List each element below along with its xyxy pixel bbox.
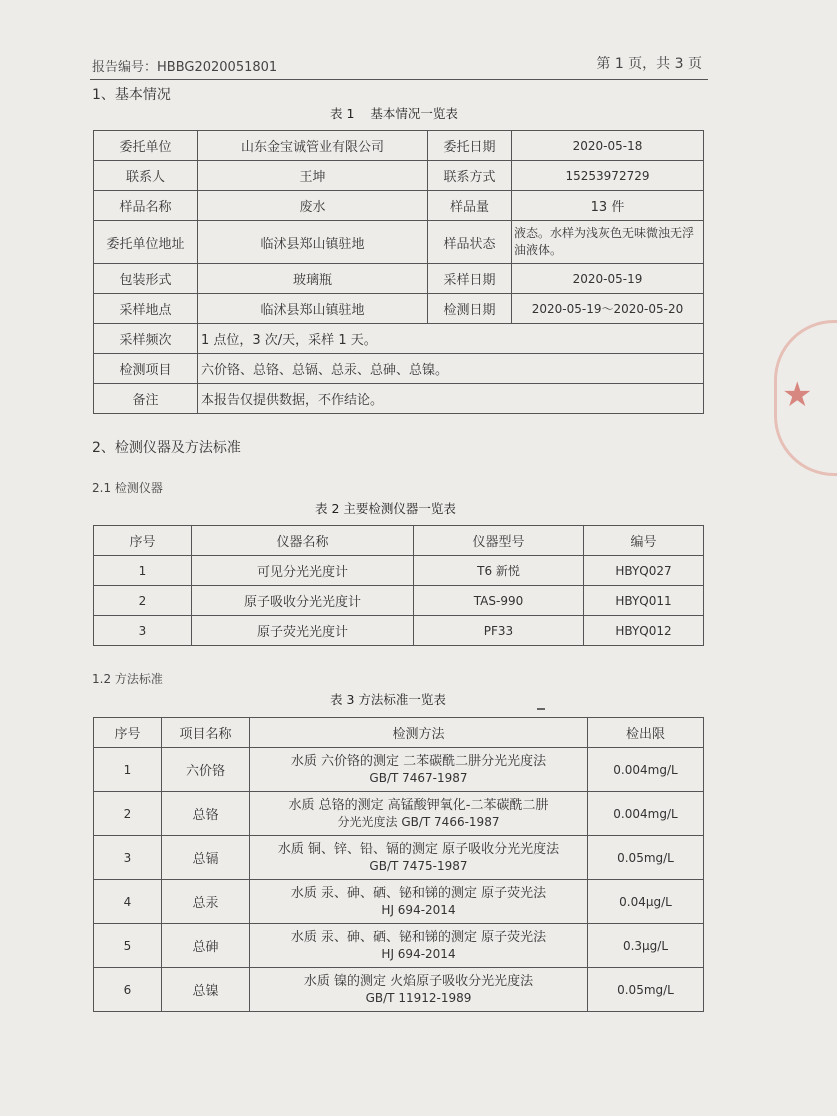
cell-item: 六价铬 [162, 748, 250, 792]
cell-code: HBYQ012 [584, 616, 704, 646]
value-cell: 本报告仅提供数据，不作结论。 [198, 384, 704, 414]
label-cell: 联系方式 [428, 161, 512, 191]
value-cell: 2020-05-18 [512, 131, 704, 161]
table-row [94, 221, 704, 264]
cell-no: 2 [94, 586, 192, 616]
cell-method [250, 748, 588, 792]
label-cell: 包装形式 [94, 264, 198, 294]
cell-no: 2 [94, 792, 162, 836]
table-row [94, 968, 704, 1012]
value-cell: 王坤 [198, 161, 428, 191]
table-header-row [94, 718, 704, 748]
label-cell: 采样地点 [94, 294, 198, 324]
table-row [94, 131, 704, 161]
method-line: 水质 铜、锌、铅、镉的测定 原子吸收分光光度法 [277, 841, 560, 857]
section-1-title: 1、基本情况 [92, 87, 171, 103]
method-standard: 分光光度法 GB/T 7466-1987 [337, 814, 500, 829]
basic-info-table [93, 130, 704, 414]
table-row [94, 792, 704, 836]
cell-item: 总砷 [162, 924, 250, 968]
value-cell: 临沭县郑山镇驻地 [198, 294, 428, 324]
table-1-caption [330, 104, 458, 122]
table-row [94, 294, 704, 324]
method-line: 水质 总铬的测定 高锰酸钾氧化-二苯碳酰二肼 [288, 797, 549, 813]
table-row [94, 191, 704, 221]
cell-code: HBYQ027 [584, 556, 704, 586]
method-line: 水质 汞、砷、硒、铋和锑的测定 原子荧光法 [290, 929, 547, 945]
table-row [94, 586, 704, 616]
column-header: 检测方法 [250, 718, 588, 748]
method-standard: GB/T 7475-1987 [369, 858, 468, 873]
value-cell: 15253972729 [512, 161, 704, 191]
cell-model: PF33 [414, 616, 584, 646]
cell-no: 1 [94, 556, 192, 586]
column-header: 仪器名称 [192, 526, 414, 556]
method-standard: HJ 694-2014 [381, 902, 456, 917]
cell-item: 总镉 [162, 836, 250, 880]
cell-method [250, 880, 588, 924]
table-row [94, 264, 704, 294]
cell-name: 原子吸收分光光度计 [192, 586, 414, 616]
cell-no: 5 [94, 924, 162, 968]
table-1-caption-title: 基本情况一览表 [370, 106, 458, 121]
value-cell: 2020-05-19 [512, 264, 704, 294]
table-row [94, 836, 704, 880]
value-cell: 废水 [198, 191, 428, 221]
table-row [94, 161, 704, 191]
method-standard: GB/T 11912-1989 [365, 990, 472, 1005]
value-cell: 2020-05-19～2020-05-20 [512, 294, 704, 324]
cell-limit: 0.04μg/L [588, 880, 704, 924]
value-cell: 1 点位，3 次/天，采样 1 天。 [198, 324, 704, 354]
cell-item: 总汞 [162, 880, 250, 924]
cell-limit: 0.3μg/L [588, 924, 704, 968]
method-line: 水质 汞、砷、硒、铋和锑的测定 原子荧光法 [290, 885, 547, 901]
table-row [94, 616, 704, 646]
column-header: 编号 [584, 526, 704, 556]
cell-name: 原子荧光光度计 [192, 616, 414, 646]
cell-limit: 0.004mg/L [588, 748, 704, 792]
label-cell: 委托单位地址 [94, 221, 198, 264]
cell-item: 总镍 [162, 968, 250, 1012]
label-cell: 采样日期 [428, 264, 512, 294]
label-cell: 检测项目 [94, 354, 198, 384]
cell-method [250, 836, 588, 880]
column-header: 序号 [94, 526, 192, 556]
cell-no: 3 [94, 836, 162, 880]
table-3-caption: 表 3 方法标准一览表 [330, 692, 446, 707]
instrument-table [93, 525, 704, 646]
cell-method [250, 924, 588, 968]
value-cell: 13 件 [512, 191, 704, 221]
method-standard-table [93, 717, 704, 1012]
label-cell: 样品量 [428, 191, 512, 221]
table-row [94, 924, 704, 968]
cell-no: 3 [94, 616, 192, 646]
seal-star-icon: ★ [782, 375, 813, 415]
table-row [94, 556, 704, 586]
cell-method [250, 968, 588, 1012]
cell-no: 6 [94, 968, 162, 1012]
cell-model: TAS-990 [414, 586, 584, 616]
cell-no: 4 [94, 880, 162, 924]
label-cell: 委托日期 [428, 131, 512, 161]
label-cell: 联系人 [94, 161, 198, 191]
cell-limit: 0.004mg/L [588, 792, 704, 836]
cell-item: 总铬 [162, 792, 250, 836]
section-2-1-title: 2.1 检测仪器 [92, 481, 163, 495]
table-2-caption: 表 2 主要检测仪器一览表 [315, 501, 456, 516]
value-cell: 山东金宝诚管业有限公司 [198, 131, 428, 161]
method-line: 水质 镍的测定 火焰原子吸收分光光度法 [303, 973, 534, 989]
scan-mark [537, 708, 545, 710]
label-cell: 备注 [94, 384, 198, 414]
cell-name: 可见分光光度计 [192, 556, 414, 586]
value-cell: 玻璃瓶 [198, 264, 428, 294]
header-divider [90, 79, 708, 80]
table-row [94, 880, 704, 924]
cell-method [250, 792, 588, 836]
table-row [94, 354, 704, 384]
label-cell: 样品状态 [428, 221, 512, 264]
value-cell: 临沭县郑山镇驻地 [198, 221, 428, 264]
table-row [94, 324, 704, 354]
value-cell: 六价铬、总铬、总镉、总汞、总砷、总镍。 [198, 354, 704, 384]
method-line: 水质 六价铬的测定 二苯碳酰二肼分光光度法 [290, 753, 547, 769]
value-cell: 液态。水样为浅灰色无味微浊无浮油液体。 [512, 221, 704, 264]
label-cell: 委托单位 [94, 131, 198, 161]
table-1-caption-no: 表 1 [330, 106, 355, 121]
red-seal-stamp [770, 320, 813, 480]
column-header: 项目名称 [162, 718, 250, 748]
section-2-title: 2、检测仪器及方法标准 [92, 440, 241, 456]
table-row [94, 384, 704, 414]
cell-limit: 0.05mg/L [588, 836, 704, 880]
section-2-2-title: 1.2 方法标准 [92, 672, 163, 686]
table-header-row [94, 526, 704, 556]
column-header: 仪器型号 [414, 526, 584, 556]
table-row [94, 748, 704, 792]
column-header: 序号 [94, 718, 162, 748]
cell-model: T6 新悦 [414, 556, 584, 586]
cell-no: 1 [94, 748, 162, 792]
method-standard: GB/T 7467-1987 [369, 770, 468, 785]
method-standard: HJ 694-2014 [381, 946, 456, 961]
cell-code: HBYQ011 [584, 586, 704, 616]
cell-limit: 0.05mg/L [588, 968, 704, 1012]
column-header: 检出限 [588, 718, 704, 748]
label-cell: 检测日期 [428, 294, 512, 324]
label-cell: 采样频次 [94, 324, 198, 354]
report-number: 报告编号：HBBG2020051801 [92, 60, 278, 75]
label-cell: 样品名称 [94, 191, 198, 221]
page-indicator: 第 1 页，共 3 页 [596, 56, 702, 72]
